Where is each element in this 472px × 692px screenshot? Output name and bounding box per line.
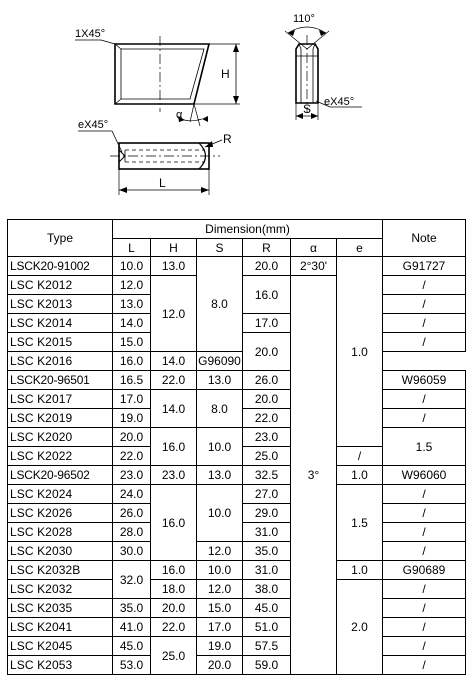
label-chamfer-bottom: eX45° [78,119,109,131]
cell-note: / [383,618,466,637]
cell-h: 22.0 [151,618,197,637]
cell-h: 14.0 [151,390,197,428]
cell-note: / [383,504,466,523]
cell-alpha: 3° [291,276,337,675]
cell-h: 16.0 [151,561,197,580]
cell-note: / [383,409,466,428]
header-alpha: α [291,239,337,257]
cell-type: LSCK20-96501 [8,371,113,390]
table-row [8,485,466,504]
table-row [8,371,466,390]
cell-l: 14.0 [113,314,151,333]
cell-h: 16.0 [151,428,197,466]
cell-note: / [383,276,466,295]
label-s: S [303,102,312,116]
cell-e: 1.0 [337,257,383,447]
cell-l: 10.0 [113,257,151,276]
cell-r: 22.0 [243,409,291,428]
label-chamfer-side: eX45° [324,96,355,108]
label-chamfer-top: 1X45° [75,28,106,40]
cell-h: 25.0 [151,637,197,675]
cell-l: 24.0 [113,485,151,504]
cell-h: 22.0 [151,371,197,390]
cell-note: W96060 [383,466,466,485]
cell-type: LSC K2030 [8,542,113,561]
cell-r: 16.0 [243,276,291,314]
cell-l: 32.0 [113,561,151,599]
cell-s: 8.0 [197,257,243,352]
cell-r: 27.0 [243,485,291,504]
cell-type: LSCK20-96502 [8,466,113,485]
header-type: Type [8,220,113,257]
cell-type: LSC K2035 [8,599,113,618]
cell-l: 23.0 [113,466,151,485]
cell-r: 20.0 [243,333,291,371]
table-row [8,428,466,447]
label-height: H [221,67,230,81]
cell-e: 1.0 [337,466,383,485]
cell-note: G90689 [383,561,466,580]
cell-r: 29.0 [243,504,291,523]
cell-type: LSC K2041 [8,618,113,637]
cell-h: 14.0 [151,352,197,371]
table-row [8,466,466,485]
cell-h: 23.0 [151,466,197,485]
label-angle: 110° [293,13,315,25]
cell-r: 57.5 [243,637,291,656]
cell-note: / [383,485,466,504]
cell-note: / [383,314,466,333]
cell-r: 17.0 [243,314,291,333]
cell-e: 1.5 [337,485,383,561]
cell-s: 10.0 [197,485,243,542]
cell-note: / [383,523,466,542]
cell-l: 35.0 [113,599,151,618]
cell-s: 13.0 [197,466,243,485]
cell-e: 1.5 [383,428,466,466]
cell-h: 16.0 [151,485,197,561]
cell-r: 31.0 [243,561,291,580]
cell-l: 26.0 [113,504,151,523]
cell-r: 51.0 [243,618,291,637]
label-radius: R [223,132,232,146]
cell-l: 30.0 [113,542,151,561]
cell-type: LSC K2053 [8,656,113,675]
cell-note: / [383,333,466,352]
cell-l: 17.0 [113,390,151,409]
cell-s: 17.0 [197,618,243,637]
cell-note: W96059 [383,371,466,390]
table-row [8,390,466,409]
cell-note: / [383,656,466,675]
cell-r: 20.0 [243,257,291,276]
cell-e: 2.0 [337,580,383,675]
cell-type: LSC K2019 [8,409,113,428]
bottom-view [78,131,222,195]
cell-s: 13.0 [197,371,243,390]
cell-s: 8.0 [197,390,243,428]
header-l: L [113,239,151,257]
cell-r: 35.0 [243,542,291,561]
cell-type: LSC K2014 [8,314,113,333]
cell-r: 38.0 [243,580,291,599]
table-row [8,580,466,599]
cell-note: G96090 [197,352,243,371]
cell-note: G91727 [383,257,466,276]
cell-h: 18.0 [151,580,197,599]
header-r: R [243,239,291,257]
cell-note: / [383,295,466,314]
cell-r: 25.0 [243,447,291,466]
cell-type: LSC K2016 [8,352,113,371]
cell-l: 45.0 [113,637,151,656]
cell-type: LSC K2045 [8,637,113,656]
cell-r: 45.0 [243,599,291,618]
cell-s: 12.0 [197,542,243,561]
table-row [8,637,466,656]
cell-l: 20.0 [113,428,151,447]
label-alpha: α [176,109,183,121]
front-view [75,36,240,126]
cell-l: 41.0 [113,618,151,637]
cell-note: / [383,599,466,618]
header-e: e [337,239,383,257]
table-row [8,656,466,675]
cell-l: 12.0 [113,276,151,295]
cell-type: LSC K2013 [8,295,113,314]
cell-l: 13.0 [113,295,151,314]
header-note: Note [383,220,466,257]
cell-type: LSC K2032 [8,580,113,599]
dimension-table [7,219,466,675]
cell-r: 26.0 [243,371,291,390]
cell-r: 32.5 [243,466,291,485]
table-row [8,599,466,618]
cell-alpha: 2°30' [291,257,337,276]
cell-h: 12.0 [151,276,197,352]
cell-s: 19.0 [197,637,243,656]
cell-note: / [383,390,466,409]
table-row [8,257,466,276]
cell-type: LSC K2022 [8,447,113,466]
cell-h: 20.0 [151,599,197,618]
cell-note: / [337,447,383,466]
cell-type: LSC K2028 [8,523,113,542]
cell-type: LSC K2024 [8,485,113,504]
cell-r: 23.0 [243,428,291,447]
cell-type: LSC K2012 [8,276,113,295]
cell-s: 15.0 [197,599,243,618]
cell-r: 59.0 [243,656,291,675]
cell-type: LSC K2026 [8,504,113,523]
cell-s: 10.0 [197,428,243,466]
cell-type: LSC K2017 [8,390,113,409]
cell-l: 28.0 [113,523,151,542]
cell-e: 1.0 [337,561,383,580]
cell-l: 16.0 [113,352,151,371]
table-row [8,352,466,371]
cell-type: LSC K2015 [8,333,113,352]
cell-note: / [383,637,466,656]
header-s: S [197,239,243,257]
cell-type: LSC K2020 [8,428,113,447]
cell-note: / [383,542,466,561]
cell-l: 22.0 [113,447,151,466]
label-length: L [159,176,166,190]
cell-l: 53.0 [113,656,151,675]
table-row [8,542,466,561]
cell-l: 15.0 [113,333,151,352]
cell-r: 20.0 [243,390,291,409]
table-row [8,561,466,580]
header-dimension: Dimension(mm) [113,220,383,239]
cell-r: 31.0 [243,523,291,542]
technical-drawing [0,0,472,215]
cell-s: 20.0 [197,656,243,675]
table-row [8,618,466,637]
cell-l: 16.5 [113,371,151,390]
cell-s: 10.0 [197,561,243,580]
cell-type: LSCK20-91002 [8,257,113,276]
cell-type: LSC K2032B [8,561,113,580]
cell-h: 13.0 [151,257,197,276]
header-h: H [151,239,197,257]
cell-s: 12.0 [197,580,243,599]
cell-l: 19.0 [113,409,151,428]
cell-note: / [383,580,466,599]
